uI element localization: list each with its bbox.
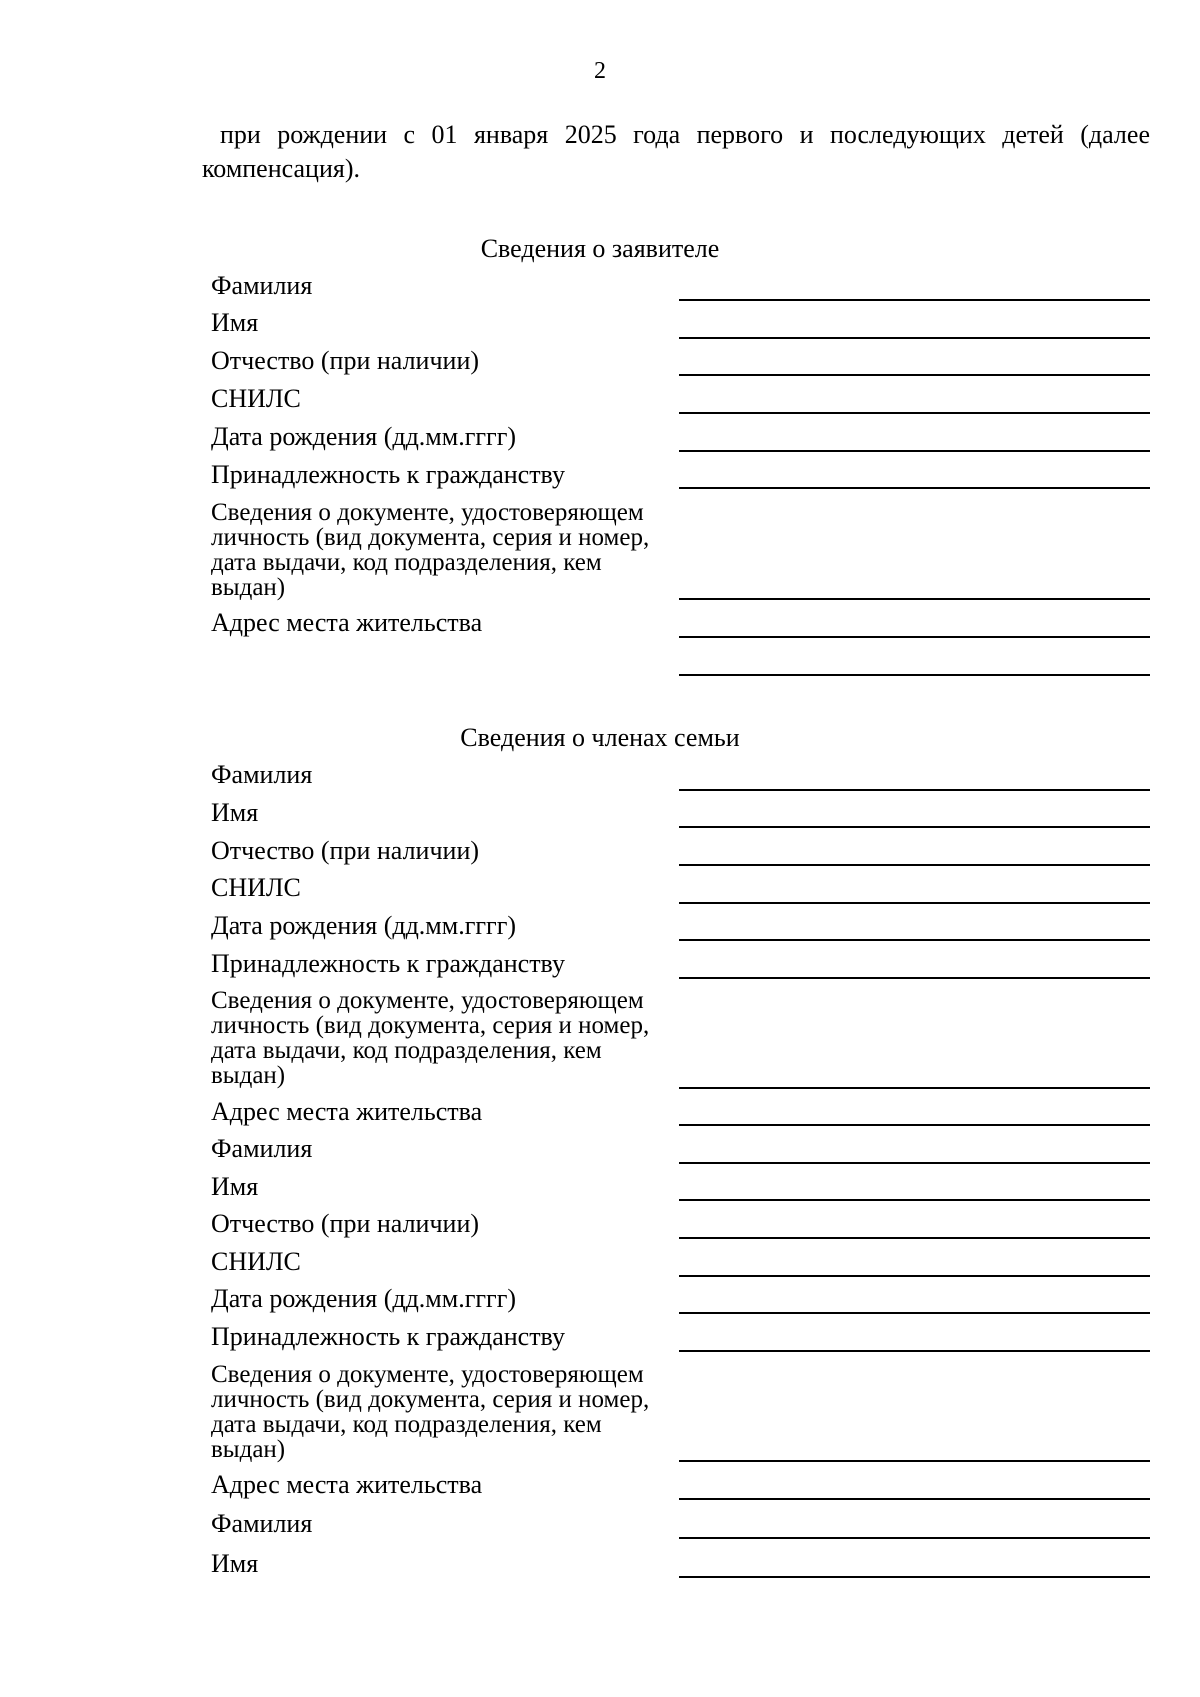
- field-label-snils: СНИЛС: [211, 1247, 301, 1276]
- section-title-applicant: Сведения о заявителе: [480, 234, 720, 263]
- field-label-snils: СНИЛС: [211, 384, 301, 413]
- field-label-address: Адрес места жительства: [211, 1097, 483, 1126]
- fill-line-patronymic[interactable]: [679, 1237, 1150, 1239]
- fill-line-citizenship[interactable]: [679, 487, 1150, 489]
- fill-line-name[interactable]: [679, 1576, 1150, 1578]
- field-label-address: Адрес места жительства: [211, 608, 483, 637]
- fill-line-patronymic[interactable]: [679, 864, 1150, 866]
- fill-line-address[interactable]: [679, 1498, 1150, 1500]
- field-label-name: Имя: [211, 308, 259, 337]
- fill-line-birth-date[interactable]: [679, 939, 1150, 941]
- field-label-name: Имя: [211, 798, 259, 827]
- fill-line-citizenship[interactable]: [679, 977, 1150, 979]
- fill-line-surname[interactable]: [679, 299, 1150, 301]
- fill-line-surname[interactable]: [679, 1537, 1150, 1539]
- intro-paragraph: при рождении с 01 января 2025 года первого и последующих детей (далее компенсация).: [202, 120, 1150, 183]
- fill-line-identity-document[interactable]: [679, 1460, 1150, 1462]
- fill-line-surname[interactable]: [679, 1162, 1150, 1164]
- field-label-snils: СНИЛС: [211, 873, 301, 902]
- field-label-address: Адрес места жительства: [211, 1470, 483, 1499]
- field-label-birth-date: Дата рождения (дд.мм.гггг): [211, 1284, 517, 1313]
- fill-line-citizenship[interactable]: [679, 1350, 1150, 1352]
- fill-line-name[interactable]: [679, 1199, 1150, 1201]
- field-label-citizenship: Принадлежность к гражданству: [211, 949, 565, 978]
- fill-line-snils[interactable]: [679, 902, 1150, 904]
- fill-line-address[interactable]: [679, 636, 1150, 638]
- field-label-identity-document: Сведения о документе, удостоверяющем личность (вид документа, серия и номер, дата выдачи, код подразделения, кем выдан): [211, 987, 650, 1089]
- field-label-citizenship: Принадлежность к гражданству: [211, 1322, 565, 1351]
- section-title-family: Сведения о членах семьи: [460, 723, 740, 752]
- fill-line-address[interactable]: [679, 1124, 1150, 1126]
- field-label-birth-date: Дата рождения (дд.мм.гггг): [211, 422, 517, 451]
- fill-line-name[interactable]: [679, 826, 1150, 828]
- fill-line-identity-document[interactable]: [679, 598, 1150, 600]
- fill-line-snils[interactable]: [679, 412, 1150, 414]
- field-label-citizenship: Принадлежность к гражданству: [211, 460, 565, 489]
- field-label-patronymic: Отчество (при наличии): [211, 346, 480, 375]
- field-label-name: Имя: [211, 1172, 259, 1201]
- field-label-birth-date: Дата рождения (дд.мм.гггг): [211, 911, 517, 940]
- field-label-surname: Фамилия: [211, 271, 313, 300]
- field-label-patronymic: Отчество (при наличии): [211, 836, 480, 865]
- fill-line-surname[interactable]: [679, 789, 1150, 791]
- field-label-surname: Фамилия: [211, 760, 313, 789]
- page-number: 2: [594, 58, 606, 84]
- fill-line-snils[interactable]: [679, 1275, 1150, 1277]
- field-label-patronymic: Отчество (при наличии): [211, 1209, 480, 1238]
- fill-line-identity-document[interactable]: [679, 1087, 1150, 1089]
- fill-line-name[interactable]: [679, 337, 1150, 339]
- field-label-name: Имя: [211, 1549, 259, 1578]
- fill-line-patronymic[interactable]: [679, 374, 1150, 376]
- fill-line-birth-date[interactable]: [679, 1312, 1150, 1314]
- field-label-identity-document: Сведения о документе, удостоверяющем личность (вид документа, серия и номер, дата выдачи, код подразделения, кем выдан): [211, 499, 650, 601]
- field-label-surname: Фамилия: [211, 1509, 313, 1538]
- field-label-surname: Фамилия: [211, 1134, 313, 1163]
- fill-line-address-continued[interactable]: [679, 674, 1150, 676]
- field-label-identity-document: Сведения о документе, удостоверяющем личность (вид документа, серия и номер, дата выдачи, код подразделения, кем выдан): [211, 1361, 650, 1463]
- fill-line-birth-date[interactable]: [679, 450, 1150, 452]
